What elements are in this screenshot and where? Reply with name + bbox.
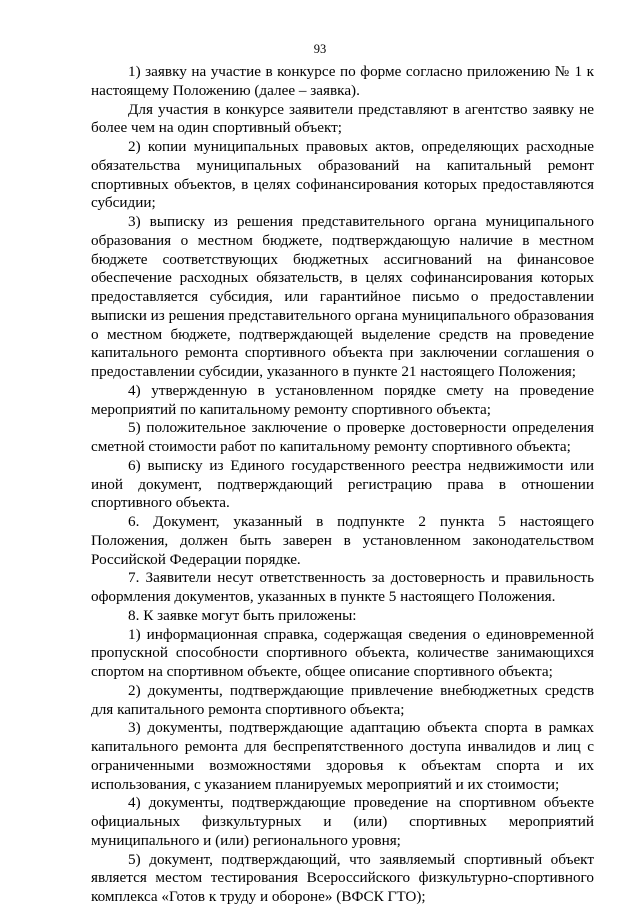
paragraph-attachment-3-accessibility: 3) документы, подтверждающие адаптацию объекта спорта в рамках капитального ремонта для беспрепятственного доступа инвалидов и лиц с ограниченными возможностями здоровья к объектам спорта и их использования, с указанием планируемых мероприятий и их стоимости;	[91, 719, 594, 793]
paragraph-one-object-rule: Для участия в конкурсе заявители представляют в агентство заявку не более чем на один спортивный объект;	[91, 100, 594, 137]
paragraph-subitem-2-legal-acts: 2) копии муниципальных правовых актов, определяющих расходные обязательства муниципальных образований на капитальный ремонт спортивных объектов, в целях софинансирования которых предоставляются субсидии;	[91, 138, 594, 212]
paragraph-attachment-1-info-note: 1) информационная справка, содержащая сведения о единовременной пропускной способности спортивного объекта, количестве занимающихся спортом на спортивном объекте, общее описание спортивного объекта;	[91, 625, 594, 680]
paragraph-item-8-attachments: 8. К заявке могут быть приложены:	[128, 606, 357, 624]
document-body	[91, 63, 594, 907]
paragraph-subitem-3-budget-extract: 3) выписку из решения представительного органа муниципального образования о местном бюджете, подтверждающую наличие в местном бюджете соответствующих бюджетных ассигнований на финансовое обеспечение расходных обязательств, в целях софинансирования которых предоставляется субсидия, или гарантийное письмо о предоставлении выписки из решения представительного органа муниципального образования о местном бюджете, подтверждающей выделение средств на проведение капитального ремонта спортивного объекта при заключении соглашения о предоставлении субсидии, указанного в пункте 21 настоящего Положения;	[91, 213, 594, 380]
paragraph-attachment-5-gto-testing: 5) документ, подтверждающий, что заявляемый спортивный объект является местом тестирования Всероссийского физкультурно-спортивного комплекса «Готов к труду и обороне» (ВФСК ГТО);	[91, 850, 594, 905]
paragraph-attachment-2-extra-funds: 2) документы, подтверждающие привлечение внебюджетных средств для капитального ремонта спортивного объекта;	[91, 681, 594, 718]
paragraph-subitem-1-application: 1) заявку на участие в конкурсе по форме согласно приложению № 1 к настоящему Положению (далее – заявка).	[91, 63, 594, 99]
paragraph-subitem-4-estimate: 4) утвержденную в установленном порядке смету на проведение мероприятий по капитальному ремонту спортивного объекта;	[91, 381, 594, 418]
paragraph-subitem-5-cost-conclusion: 5) положительное заключение о проверке достоверности определения сметной стоимости работ по капитальному ремонту спортивного объекта;	[91, 419, 594, 455]
paragraph-item-6-certification: 6. Документ, указанный в подпункте 2 пункта 5 настоящего Положения, должен быть заверен в установленном законодательством Российской Федерации порядке.	[91, 513, 594, 568]
paragraph-item-7-responsibility: 7. Заявители несут ответственность за достоверность и правильность оформления документов, указанных в пункте 5 настоящего Положения.	[91, 569, 594, 605]
paragraph-attachment-4-events: 4) документы, подтверждающие проведение на спортивном объекте официальных физкультурных и (или) спортивных мероприятий муниципального и (или) регионального уровня;	[91, 794, 594, 849]
paragraph-subitem-6-registry-extract: 6) выписку из Единого государственного реестра недвижимости или иной документ, подтверждающий регистрацию права в отношении спортивного объекта.	[91, 456, 594, 512]
page-number: 93	[313, 42, 327, 56]
